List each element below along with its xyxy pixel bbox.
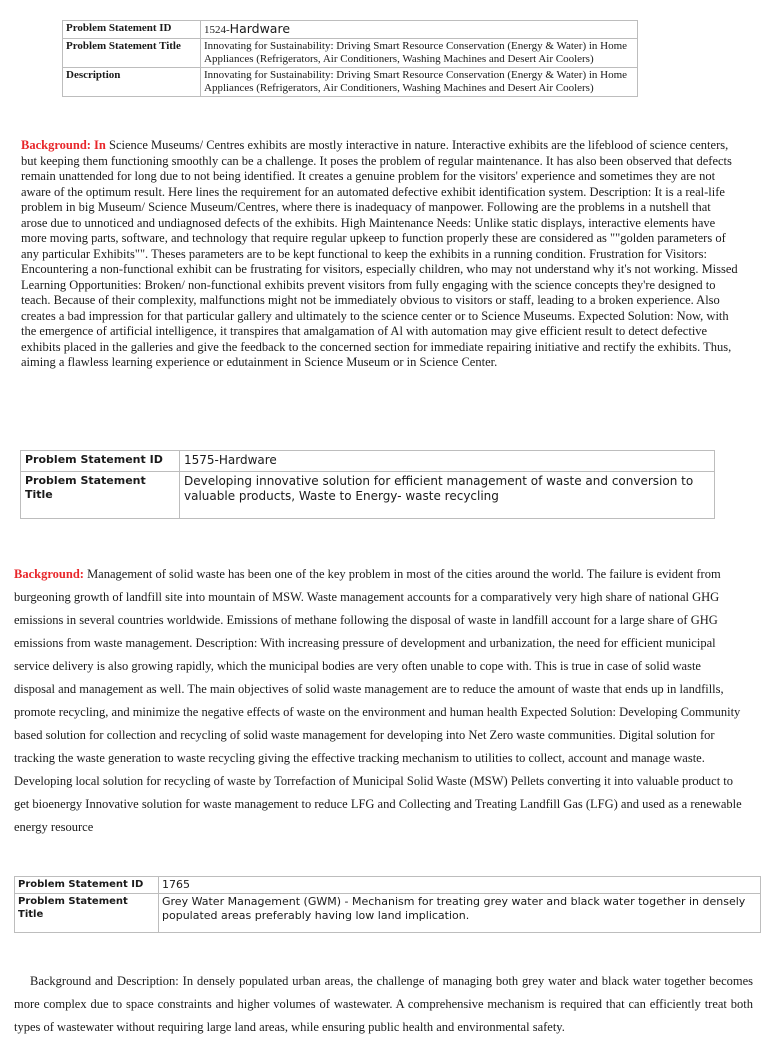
- table-row-title: [21, 471, 715, 518]
- background-text: Science Museums/ Centres exhibits are mostly interactive in nature. Interactive exhibits are the lifeblood of science centers, but keeping them functioning smoothly can be a challenge. It poses the problem of regular maintenance. It has also been observed that defects remain unattended for long due to not being identified. It creates a genuine problem for the visitors' experience and sometimes they are not aware of the optimum result. Here lines the requirement for an automated defective exhibit identification system. Description: It is a real-life problem in big Museum/ Science Museum/Centres, where there is inadequacy of manpower. Following are the problems in a nutshell that arose due to unnoticed and undiagnosed defects of the exhibits. High Maintenance Needs: Unlike static displays, interactive elements have more moving parts, software, and technology that require regular upkeep to function properly these are considered as ""golden parameters of any particular Exhibits"". Theses parameters are to be kept functional to keep the exhibits in a running condition. Frustration for Visitors: Encountering a non-functional exhibit can be frustrating for visitors, especially children, who may not understand why it's not working. Missed Learning Opportunities: Broken/ non-functional exhibits prevent visitors from fully engaging with the science concepts they're designed to teach. Because of their complexity, malfunctions might not be immediately obvious to visitors or staff, leading to a broken experience. Also creates a bad impression for that particular gallery and ultimately to the science center or to Science Museums. Expected Solution: Now, with the emergence of artificial intelligence, it transpires that amalgamation of Al with automation may give efficient result to detect defective exhibits placed in the galleries and give the feedback to the concerned section for immediate repairing initiative and rectify the exhibits. Thus, aiming a flawless learning experience or edutainment in Science Museum or in Science Center.: [21, 138, 738, 369]
- problem-statement-table-1575: [20, 450, 715, 519]
- id-label: Problem Statement ID: [63, 21, 201, 39]
- description-label: Description: [63, 68, 201, 97]
- background-paragraph-1575: [14, 563, 742, 839]
- table-row-title: [63, 39, 638, 68]
- id-value: 1765: [159, 877, 761, 894]
- background-label: Background: In: [21, 138, 106, 152]
- table-row-id: [63, 21, 638, 39]
- background-paragraph-1524: [21, 138, 739, 371]
- title-value: Grey Water Management (GWM) - Mechanism for treating grey water and black water together in densely populated areas preferably having low land implication.: [159, 894, 761, 933]
- table-row-id: [15, 877, 761, 894]
- id-suffix: Hardware: [229, 21, 291, 36]
- background-text: Management of solid waste has been one of the key problem in most of the cities around the world. The failure is evident from burgeoning growth of landfill site into mountain of MSW. Waste management accounts for a comparatively very high share of national GHG emissions in several countries worldwide. Emissions of methane following the disposal of waste in landfill account for a large share of GHG emissions from waste management. Description: With increasing pressure of development and urbanization, the need for efficient municipal service delivery is also growing rapidly, which the municipal bodies are very often unable to cope with. This is true in case of solid waste disposal and management as well. The main objectives of solid waste management are to reduce the amount of waste that ends up in landfills, promote recycling, and minimize the negative effects of waste on the environment and human health Expected Solution: Developing Community based solution for collection and recycling of solid waste management for developing into Net Zero waste communities. Digital solution for tracking the waste generation to waste recycling giving the effective tracking mechanism to utilities to collect, account and manage waste. Developing local solution for recycling of waste by Torrefaction of Municipal Solid Waste (MSW) Pellets converting it into valuable product to get bioenergy Innovative solution for waste management to reduce LFG and Collecting and Treating Landfill Gas (LFG) and used as a renewable energy resource: [14, 567, 742, 834]
- title-label: Problem Statement Title: [21, 471, 180, 518]
- id-label: Problem Statement ID: [15, 877, 159, 894]
- id-number: 1524-: [204, 24, 230, 36]
- title-value: Innovating for Sustainability: Driving Smart Resource Conservation (Energy & Water) in Home Appliances (Refrigerators, Air Conditioners, Washing Machines and Desert Air Coolers): [201, 39, 638, 68]
- table-row-description: [63, 68, 638, 97]
- id-value: 1575-Hardware: [180, 451, 715, 472]
- id-value: [201, 21, 638, 39]
- table-row-title: [15, 894, 761, 933]
- title-label: Problem Statement Title: [15, 894, 159, 933]
- table-row-id: [21, 451, 715, 472]
- background-label: Background:: [14, 567, 84, 581]
- title-value: Developing innovative solution for efficient management of waste and conversion to valuable products, Waste to Energy- waste recycling: [180, 471, 715, 518]
- background-paragraph-1765: Background and Description: In densely populated urban areas, the challenge of managing both grey water and black water together becomes more complex due to space constraints and higher volumes of wastewater. A comprehensive mechanism is required that can efficiently treat both types of wastewater without requiring large land areas, while ensuring public health and environmental safety.: [14, 974, 753, 1034]
- title-label: Problem Statement Title: [63, 39, 201, 68]
- description-value: Innovating for Sustainability: Driving Smart Resource Conservation (Energy & Water) in Home Appliances (Refrigerators, Air Conditioners, Washing Machines and Desert Air Coolers): [201, 68, 638, 97]
- id-label: Problem Statement ID: [21, 451, 180, 472]
- problem-statement-table-1765: [14, 876, 761, 933]
- problem-statement-table-1524: [62, 20, 638, 97]
